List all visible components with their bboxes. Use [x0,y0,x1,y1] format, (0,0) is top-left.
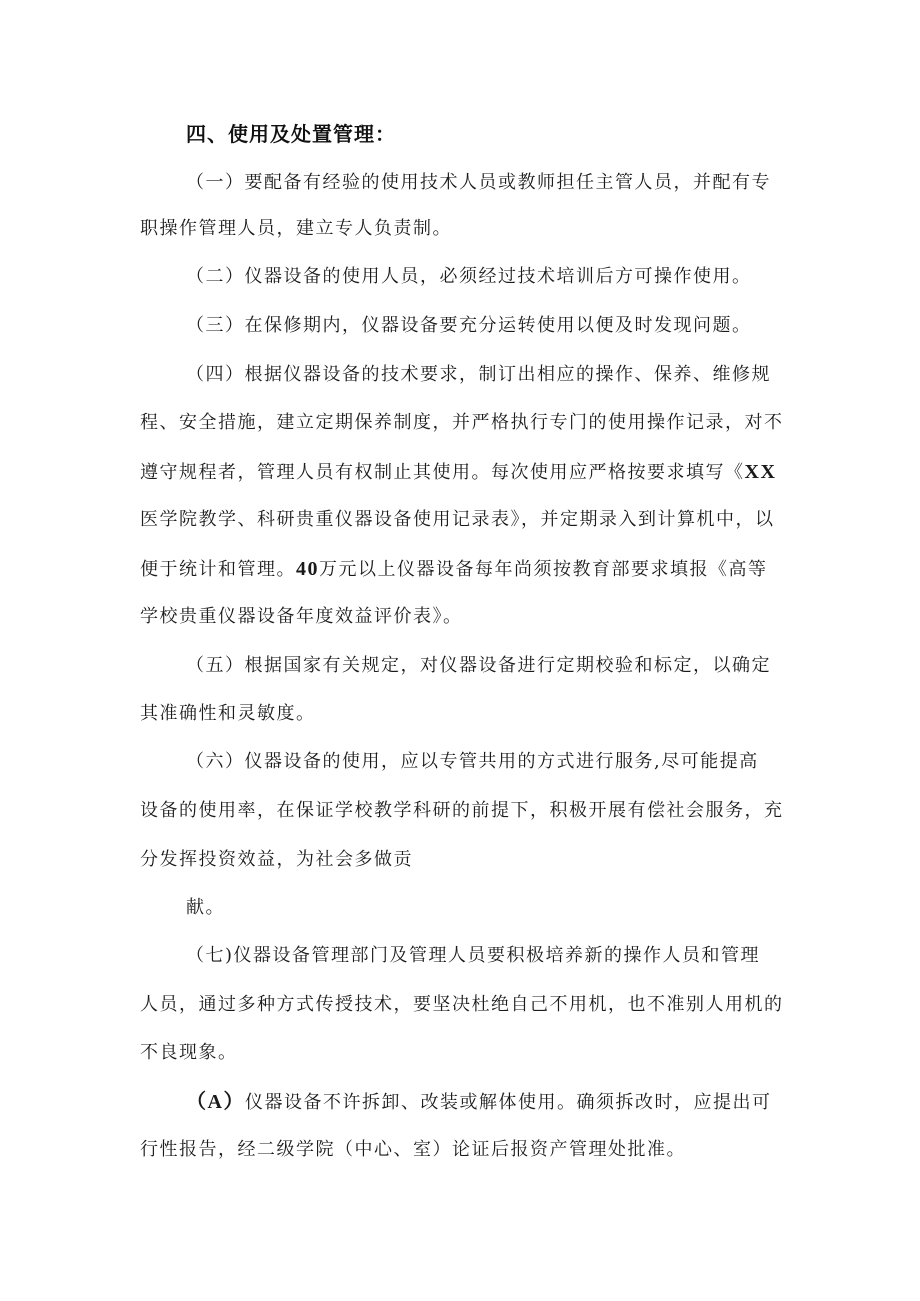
paragraph-line: （五）根据国家有关规定，对仪器设备进行定期校验和标定，以确定 [186,655,771,676]
line-text: 仪器设备不许拆卸、改装或解体使用。确须拆改时，应提出可 [244,1092,772,1113]
bold-label: （A） [186,1091,245,1113]
paragraph-line: 不良现象。 [140,1042,238,1063]
paragraph-line [140,460,776,485]
paragraph-line: （七)仪器设备管理部门及管理人员要积极培养新的操作人员和管理 [186,945,761,966]
paragraph-line: （四）根据仪器设备的技术要求，制订出相应的操作、保养、维修规 [186,364,771,385]
bold-number: 40 [296,558,319,580]
paragraph-line: 设备的使用率，在保证学校教学科研的前提下，积极开展有偿社会服务，充 [140,800,784,821]
line-text: 遵守规程者，管理人员有权制止其使用。每次使用应严格按要求填写《 [140,462,745,483]
section-heading: 四、使用及处置管理： [186,122,396,146]
paragraph-line: 其准确性和灵敏度。 [140,703,316,724]
paragraph-line: 分发挥投资效益，为社会多做贡 [140,849,413,870]
paragraph-line: 程、安全措施，建立定期保养制度，并严格执行专门的使用操作记录，对不 [140,412,784,433]
paragraph-line: 医学院教学、科研贵重仪器设备使用记录表》，并定期录入到计算机中，以 [140,509,775,530]
line-text: 便于统计和管理。 [140,559,296,580]
bold-text: XX [744,461,777,483]
paragraph-line: 行性报告，经二级学院（中心、室）论证后报资产管理处批准。 [140,1139,686,1160]
paragraph-line [140,557,768,582]
paragraph-line: （二）仪器设备的使用人员，必须经过技术培训后方可操作使用。 [186,266,752,287]
paragraph-line: （三）在保修期内，仪器设备要充分运转使用以便及时发现问题。 [186,315,752,336]
paragraph-line: 职操作管理人员，建立专人负责制。 [140,218,452,239]
paragraph-line: （一）要配备有经验的使用技术人员或教师担任主管人员，并配有专 [186,172,771,193]
paragraph-line: （六）仪器设备的使用，应以专管共用的方式进行服务,尽可能提高 [186,751,759,772]
paragraph-line: 献。 [186,897,225,918]
line-text: 万元以上仪器设备每年尚须按教育部要求填报《高等 [319,559,768,580]
paragraph-line: 学校贵重仪器设备年度效益评价表》。 [140,606,463,627]
paragraph-line [186,1090,771,1115]
paragraph-line: 人员，通过多种方式传授技术，要坚决杜绝自己不用机，也不准别人用机的 [140,994,784,1015]
